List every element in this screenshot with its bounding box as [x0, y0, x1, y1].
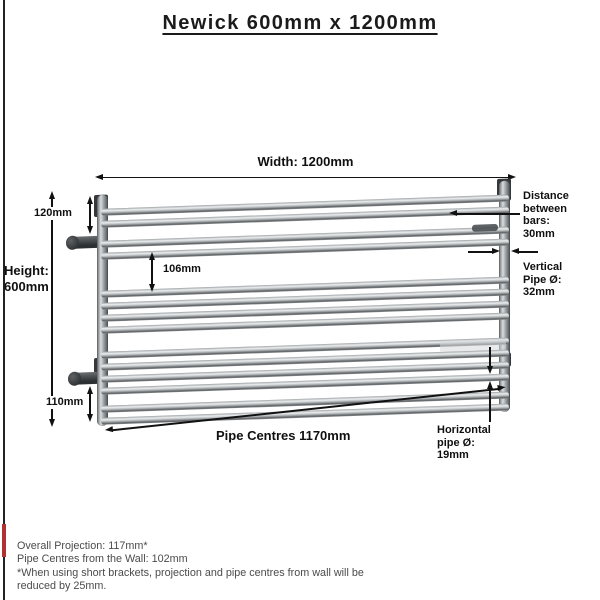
pipe-centres-label: Pipe Centres 1170mm: [213, 428, 353, 444]
note-short-brackets-2: reduced by 25mm.: [17, 580, 107, 593]
vertical-pipe-label: Vertical Pipe Ø: 32mm: [523, 261, 563, 298]
top-offset-label: 120mm: [31, 207, 75, 220]
page-title: Newick 600mm x 1200mm: [162, 12, 438, 34]
bottom-offset-label: 110mm: [43, 396, 86, 409]
note-short-brackets-1: *When using short brackets, projection and pipe centres from wall will be: [17, 566, 364, 579]
steel-sheen: [440, 339, 506, 352]
mid-gap-label: 106mm: [160, 263, 204, 276]
horizontal-pipe-label: Horizontal pipe Ø: 19mm: [437, 424, 491, 461]
note-overall-projection: Overall Projection: 117mm*: [17, 540, 148, 552]
left-scan-border: [3, 0, 5, 600]
note-pipe-centres-wall: Pipe Centres from the Wall: 102mm: [17, 553, 188, 566]
width-dimension-label: Width: 1200mm: [257, 154, 354, 169]
height-dimension-label: Height: 600mm: [4, 263, 49, 294]
towel-rail-graphic: [95, 180, 516, 426]
left-edge-red-mark: [2, 524, 6, 557]
steel-reflection: [472, 224, 498, 232]
spec-notes: [17, 540, 364, 594]
distance-between-bars-label: Distance between bars: 30mm: [523, 190, 569, 240]
